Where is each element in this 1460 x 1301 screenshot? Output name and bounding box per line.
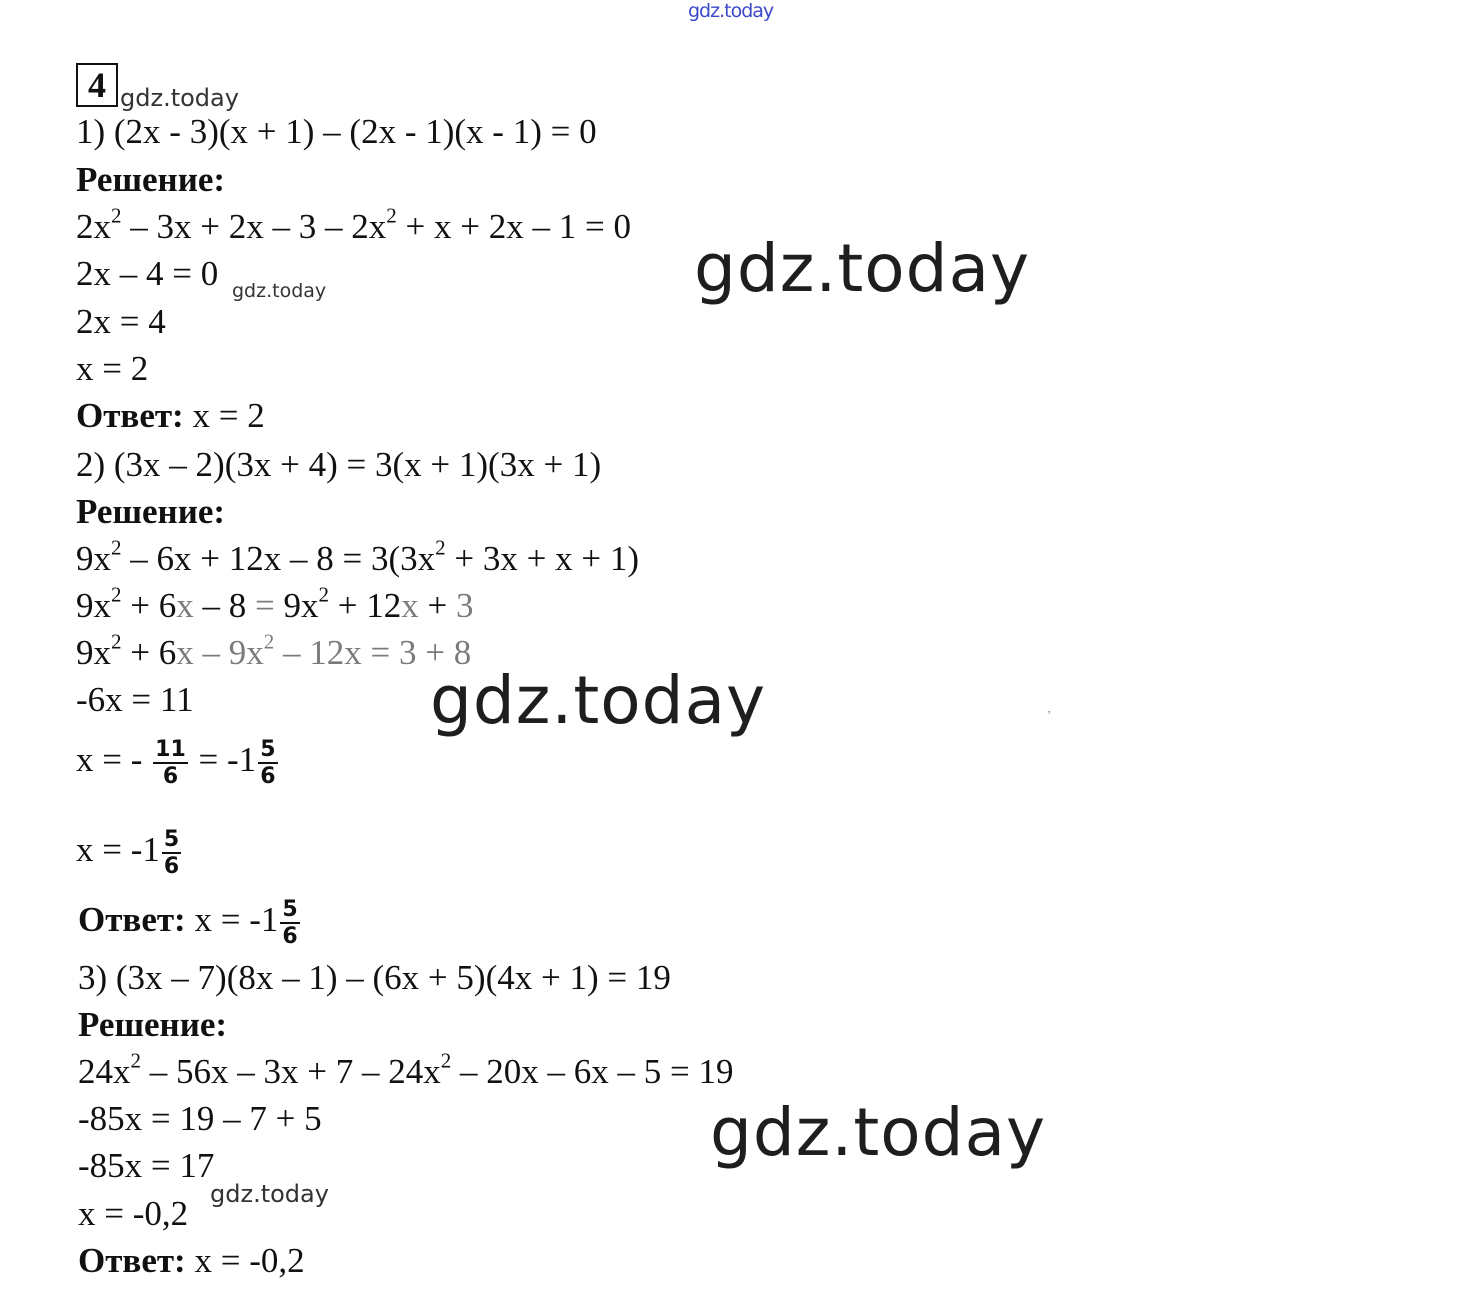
equation-2: 2) (3x – 2)(3x + 4) = 3(x + 1)(3x + 1) xyxy=(76,445,602,484)
step-line: 2x – 4 = 0 xyxy=(76,254,219,293)
fraction: $\frac{5}{6}$ xyxy=(282,896,298,949)
equation-1: 1) (2x - 3)(x + 1) – (2x - 1)(x - 1) = 0 xyxy=(76,112,597,151)
step-line: -85x = 19 – 7 + 5 xyxy=(78,1099,322,1138)
expanded-step: $9x^2 - 6x + 12x - 8 = 3(3x^2 + 3x + x + 1)$ xyxy=(76,535,640,578)
simplified-step: $9x^2 + 6x - 8 = 9x^2 + 12x + 3$ xyxy=(76,582,474,625)
step-line: -85x = 17 xyxy=(78,1146,215,1185)
answer-line xyxy=(78,1241,305,1281)
expanded-step: $24x^2 - 56x - 3x + 7 - 24x^2 - 20x - 6x - 5 = 19$ xyxy=(78,1048,734,1091)
fraction-step: x = - $\frac{11}{6}$ = -1 $\frac{5}{6}$ xyxy=(76,736,276,789)
speck: , xyxy=(1048,704,1051,715)
step-line: x = 2 xyxy=(76,349,149,388)
watermark-top: gdz.today xyxy=(688,0,774,22)
answer-label: Ответ: xyxy=(76,396,184,435)
answer-label: Ответ: xyxy=(78,900,186,939)
step-line: x = -0,2 xyxy=(78,1194,189,1233)
solution-label: Решение: xyxy=(76,492,226,531)
watermark-large: gdz.today xyxy=(710,1094,1047,1171)
answer-line xyxy=(78,890,302,950)
solution-label: Решение: xyxy=(78,1005,228,1044)
watermark: gdz.today xyxy=(210,1180,329,1208)
task-number: 4 xyxy=(76,63,118,107)
watermark: gdz.today xyxy=(232,280,327,302)
answer-label: Ответ: xyxy=(78,1241,186,1280)
equation-3: 3) (3x – 7)(8x – 1) – (6x + 5)(4x + 1) = 19 xyxy=(78,958,671,997)
watermark-large: gdz.today xyxy=(430,662,767,739)
moved-terms-step: $9x^2 + 6x - 9x^2 - 12x = 3 + 8$ xyxy=(76,629,472,672)
expanded-step: $2x^2 - 3x + 2x - 3 - 2x^2 + x + 2x - 1 = 0$ xyxy=(76,203,631,246)
answer-value: x = -1 xyxy=(194,900,279,939)
solution-label: Решение: xyxy=(76,160,226,199)
answer-value: x = 2 xyxy=(192,396,265,435)
fraction: $\frac{5}{6}$ xyxy=(163,826,180,879)
watermark: gdz.today xyxy=(120,84,239,112)
result-line: x = -1 $\frac{5}{6}$ xyxy=(76,826,180,879)
fraction: $\frac{5}{6}$ xyxy=(260,736,276,789)
answer-line xyxy=(76,396,265,436)
fraction: $\frac{11}{6}$ xyxy=(155,736,186,789)
step-line: -6x = 11 xyxy=(76,680,194,719)
answer-value: x = -0,2 xyxy=(194,1241,305,1280)
watermark-large: gdz.today xyxy=(694,230,1031,307)
step-line: 2x = 4 xyxy=(76,302,166,341)
